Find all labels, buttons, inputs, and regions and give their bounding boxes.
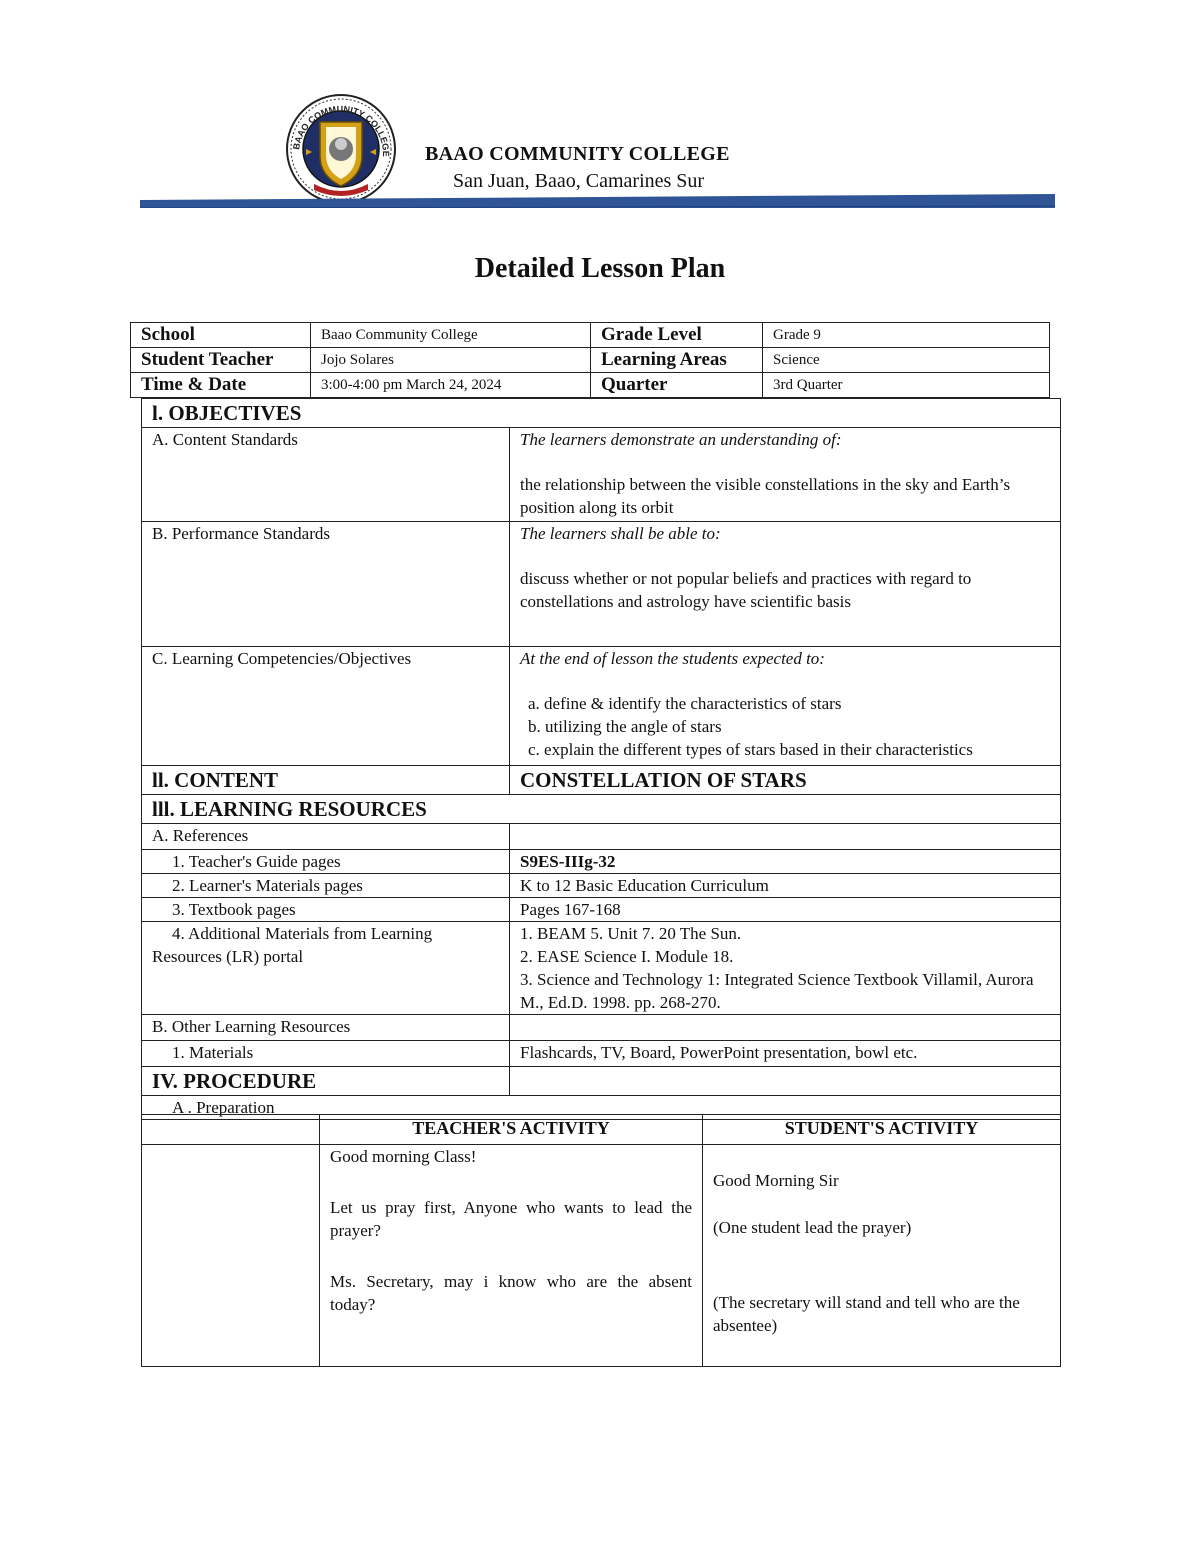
student-teacher-value: Jojo Solares: [311, 348, 591, 373]
time-date-label: Time & Date: [131, 373, 311, 398]
materials-label: 1. Materials: [142, 1041, 510, 1067]
school-label: School: [131, 323, 311, 348]
info-table: [130, 322, 1050, 398]
learners-materials-value: K to 12 Basic Education Curriculum: [510, 874, 1061, 898]
lesson-plan-table: [141, 398, 1061, 1120]
quarter-value: 3rd Quarter: [763, 373, 1050, 398]
learning-areas-value: Science: [763, 348, 1050, 373]
teacher-line: Ms. Secretary, may i know who are the absent today?: [330, 1272, 692, 1314]
content-topic: CONSTELLATION OF STARS: [510, 766, 1061, 795]
additional-material-item: 3. Science and Technology 1: Integrated Science Textbook Villamil, Aurora M., Ed.D. 1998. pp. 268-270.: [520, 970, 1034, 1012]
document-title: Detailed Lesson Plan: [474, 253, 726, 284]
quarter-label: Quarter: [591, 373, 763, 398]
learning-competencies-label: C. Learning Competencies/Objectives: [142, 647, 510, 766]
content-standards-text: the relationship between the visible constellations in the sky and Earth’s position along its orbit: [520, 475, 1011, 517]
content-standards-intro: The learners demonstrate an understanding of:: [520, 430, 842, 449]
performance-standards-text: discuss whether or not popular beliefs and practices with regard to constellations and astrology have scientific basis: [520, 569, 972, 611]
textbook-pages-value: Pages 167-168: [510, 898, 1061, 922]
additional-materials-label-line1: 4. Additional Materials from Learning: [172, 924, 433, 943]
college-address: San Juan, Baao, Camarines Sur: [453, 170, 705, 192]
grade-level-label: Grade Level: [591, 323, 763, 348]
activity-blank-cell: [142, 1145, 320, 1367]
student-line: (One student lead the prayer): [713, 1218, 912, 1237]
learning-areas-label: Learning Areas: [591, 348, 763, 373]
competency-item: a. define & identify the characteristics of stars: [528, 694, 842, 713]
references-value: [510, 824, 1061, 850]
content-standards-label: A. Content Standards: [142, 428, 510, 522]
teacher-line: Let us pray first, Anyone who wants to lead the prayer?: [330, 1198, 692, 1240]
learning-resources-heading: lll. LEARNING RESOURCES: [142, 795, 1061, 824]
performance-standards-intro: The learners shall be able to:: [520, 524, 721, 543]
school-value: Baao Community College: [311, 323, 591, 348]
additional-materials-label-line2: Resources (LR) portal: [152, 947, 304, 966]
grade-level-value: Grade 9: [763, 323, 1050, 348]
teachers-guide-value: S9ES-IIIg-32: [510, 850, 1061, 874]
learning-competencies-intro: At the end of lesson the students expected to:: [520, 649, 825, 668]
competency-item: b. utilizing the angle of stars: [528, 717, 722, 736]
procedure-heading-empty: [510, 1067, 1061, 1096]
time-date-value: 3:00-4:00 pm March 24, 2024: [311, 373, 591, 398]
activity-table: [141, 1114, 1061, 1367]
teachers-guide-label: 1. Teacher's Guide pages: [142, 850, 510, 874]
content-heading: ll. CONTENT: [142, 766, 510, 795]
procedure-heading: IV. PROCEDURE: [142, 1067, 510, 1096]
student-activity-header: STUDENT'S ACTIVITY: [703, 1115, 1061, 1145]
other-resources-value: [510, 1015, 1061, 1041]
performance-standards-cell: [510, 522, 1061, 647]
other-resources-label: B. Other Learning Resources: [142, 1015, 510, 1041]
student-activity-cell: [703, 1145, 1061, 1367]
seal-text: BAAO COMMUNITY COLLEGE: [291, 103, 392, 157]
additional-material-item: 1. BEAM 5. Unit 7. 20 The Sun.: [520, 924, 742, 943]
competency-item: c. explain the different types of stars based in their characteristics: [528, 740, 973, 759]
performance-standards-label: B. Performance Standards: [142, 522, 510, 647]
student-line: Good Morning Sir: [713, 1171, 839, 1190]
learners-materials-label: 2. Learner's Materials pages: [142, 874, 510, 898]
additional-materials-value: [510, 922, 1061, 1015]
activity-blank-header: [142, 1115, 320, 1145]
learning-competencies-cell: [510, 647, 1061, 766]
student-teacher-label: Student Teacher: [131, 348, 311, 373]
header-bar: [140, 194, 1055, 208]
references-label: A. References: [142, 824, 510, 850]
teacher-line: Good morning Class!: [330, 1147, 477, 1166]
objectives-heading: l. OBJECTIVES: [142, 399, 1061, 428]
textbook-pages-label: 3. Textbook pages: [142, 898, 510, 922]
content-standards-cell: [510, 428, 1061, 522]
teacher-activity-header: TEACHER'S ACTIVITY: [320, 1115, 703, 1145]
college-seal-logo: [276, 94, 406, 204]
college-name: BAAO COMMUNITY COLLEGE: [425, 143, 730, 165]
materials-value: Flashcards, TV, Board, PowerPoint presentation, bowl etc.: [510, 1041, 1061, 1067]
teacher-activity-cell: [320, 1145, 703, 1367]
student-line: (The secretary will stand and tell who are the absentee): [713, 1293, 1020, 1335]
additional-material-item: 2. EASE Science I. Module 18.: [520, 947, 734, 966]
preparation-label: A . Preparation: [142, 1096, 1061, 1120]
additional-materials-label: [142, 922, 510, 1015]
